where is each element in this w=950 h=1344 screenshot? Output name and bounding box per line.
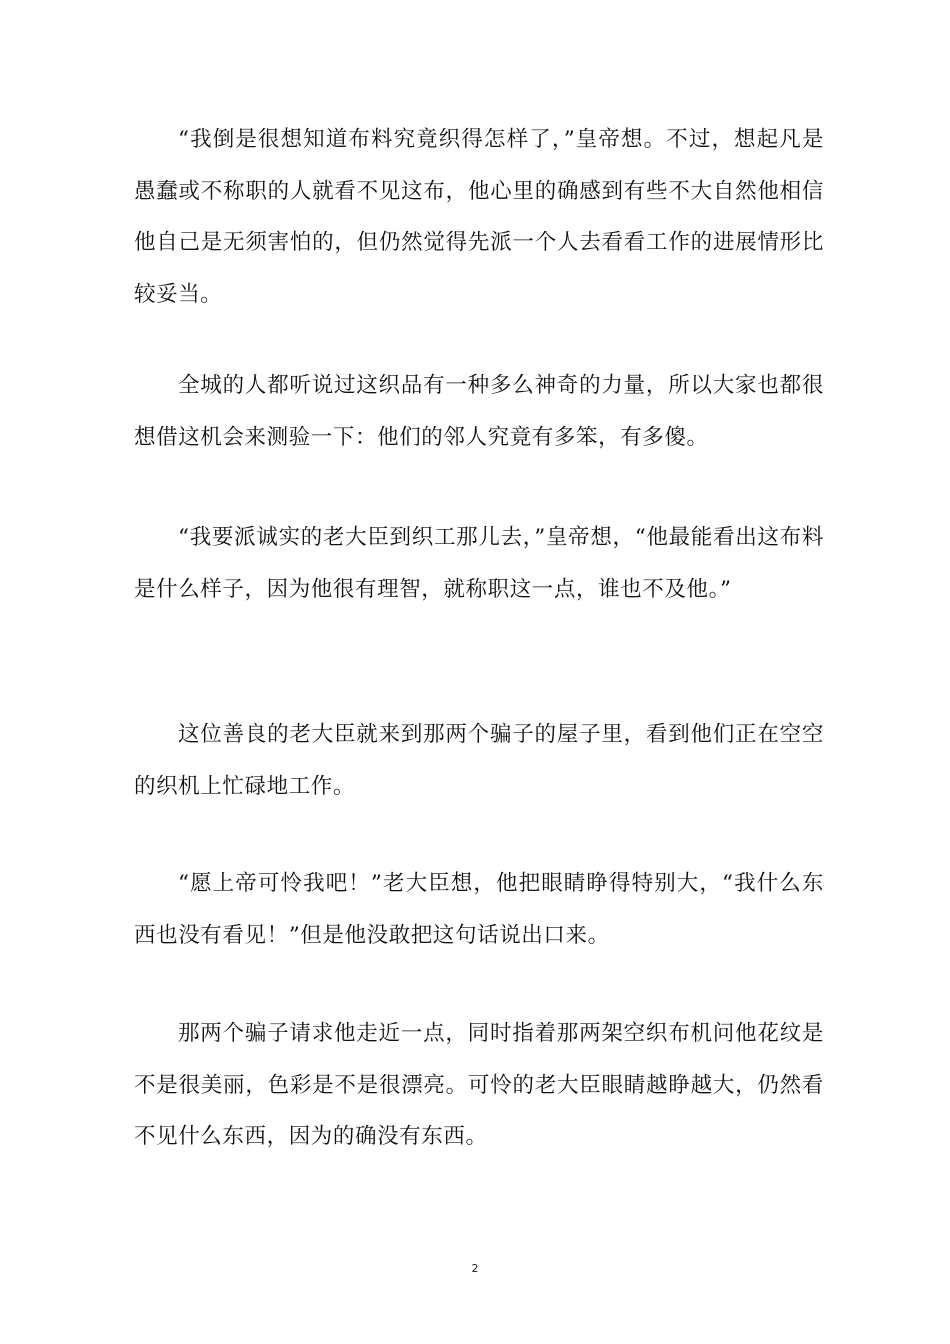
paragraph-send-old-minister: “我要派诚实的老大臣到织工那儿去，”皇帝想，“他最能看出这布料是什么样子，因为他很有理智，就称职这一点，谁也不及他。” (134, 525, 824, 602)
paragraph-minister-sees-nothing: “愿上帝可怜我吧！”老大臣想，他把眼睛睁得特别大，“我什么东西也没有看见！”但是他没敢把这句话说出口来。 (134, 871, 824, 948)
paragraph-whole-city: 全城的人都听说过这织品有一种多么神奇的力量，所以大家也都很想借这机会来测验一下：他们的邻人究竟有多笨，有多傻。 (134, 373, 824, 450)
paragraph-swindlers-ask: 那两个骗子请求他走近一点，同时指着那两架空织布机问他花纹是不是很美丽，色彩是不是很漂亮。可怜的老大臣眼睛越睁越大，仍然看不见什么东西，因为的确没有东西。 (134, 1021, 824, 1149)
page-number: 2 (471, 1262, 479, 1275)
paragraph-emperor-wonders: “我倒是很想知道布料究竟织得怎样了，”皇帝想。不过，想起凡是愚蠢或不称职的人就看不见这布，他心里的确感到有些不大自然他相信他自己是无须害怕的，但仍然觉得先派一个人去看看工作的进展情形比较妥当。 (134, 127, 824, 307)
paragraph-minister-arrives: 这位善良的老大臣就来到那两个骗子的屋子里，看到他们正在空空的织机上忙碌地工作。 (134, 722, 824, 799)
